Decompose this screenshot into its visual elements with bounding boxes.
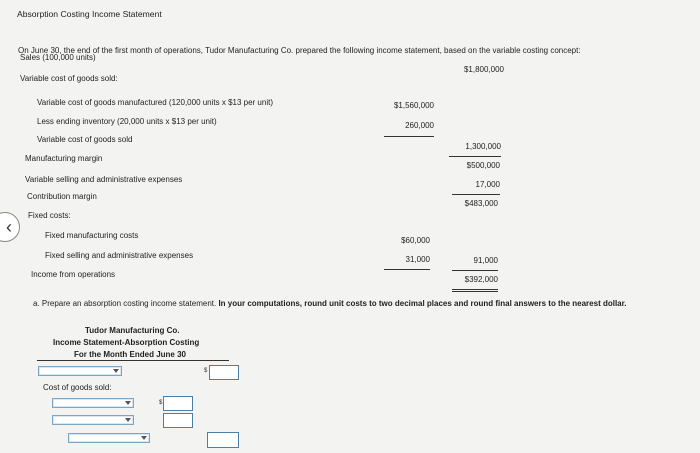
- page-title: Absorption Costing Income Statement: [17, 9, 162, 19]
- form-period: For the Month Ended June 30: [74, 350, 187, 359]
- contribution-margin-value: $483,000: [464, 199, 498, 208]
- vcogs-total-label: Variable cost of goods sold: [37, 135, 133, 144]
- chevron-left-icon: ‹: [6, 217, 12, 237]
- form-statement-name: Income Statement-Absorption Costing: [53, 338, 200, 347]
- dollar-sign: $: [159, 400, 163, 406]
- mfg-margin-label: Manufacturing margin: [25, 154, 103, 163]
- fixed-mfg-label: Fixed manufacturing costs: [45, 231, 139, 240]
- income-label: Income from operations: [31, 270, 116, 279]
- fixed-costs-label: Fixed costs:: [28, 211, 71, 220]
- form-row-1-amount-input[interactable]: [209, 365, 239, 380]
- form-row-4-select[interactable]: [68, 433, 150, 443]
- chevron-down-icon: [125, 418, 131, 422]
- ending-inventory-label: Less ending inventory (20,000 units x $13 per unit): [37, 117, 217, 126]
- income-value: $392,000: [452, 275, 498, 292]
- form-row-2-amount-input[interactable]: [163, 396, 193, 411]
- dollar-sign: $: [204, 368, 208, 374]
- instruction-prefix: a. Prepare an absorption costing income statement.: [33, 299, 217, 308]
- fixed-sa-value: 31,000: [384, 255, 430, 270]
- instruction-bold: In your computations, round unit costs to two decimal places and round final answers to the nearest dollar.: [218, 299, 627, 308]
- form-row-1-select[interactable]: [38, 366, 122, 376]
- cogs-label: Cost of goods sold:: [43, 383, 112, 392]
- fixed-sa-label: Fixed selling and administrative expenses: [45, 251, 194, 260]
- vcogs-label: Variable cost of goods sold:: [20, 74, 118, 83]
- ending-inventory-value: 260,000: [384, 121, 434, 137]
- chevron-down-icon: [113, 369, 119, 373]
- fixed-total-value: 91,000: [452, 256, 498, 271]
- sales-value: $1,800,000: [463, 65, 504, 74]
- vsa-label: Variable selling and administrative expenses: [25, 175, 183, 184]
- form-row-3-amount-input[interactable]: [163, 413, 193, 428]
- vcgm-value: $1,560,000: [393, 101, 434, 110]
- form-row-4-amount-input[interactable]: [207, 432, 239, 448]
- vcogs-total-value: 1,300,000: [449, 142, 501, 157]
- back-button[interactable]: [0, 212, 20, 242]
- vcgm-label: Variable cost of goods manufactured (120,000 units x $13 per unit): [37, 98, 273, 107]
- contribution-margin-label: Contribution margin: [27, 192, 97, 201]
- intro-text: On June 30, the end of the first month of operations, Tudor Manufacturing Co. prepared the following income statement, based on the variable costing concept:: [18, 46, 581, 55]
- sales-label: Sales (100,000 units): [20, 53, 96, 62]
- vsa-value: 17,000: [452, 180, 500, 195]
- chevron-down-icon: [141, 436, 147, 440]
- chevron-down-icon: [125, 401, 131, 405]
- instruction-text: [33, 297, 693, 310]
- mfg-margin-value: $500,000: [466, 161, 500, 170]
- form-company-name: Tudor Manufacturing Co.: [85, 326, 180, 335]
- form-row-3-select[interactable]: [52, 415, 134, 425]
- form-header-underline: [37, 360, 229, 361]
- form-row-2-select[interactable]: [52, 398, 134, 408]
- fixed-mfg-value: $60,000: [401, 236, 430, 245]
